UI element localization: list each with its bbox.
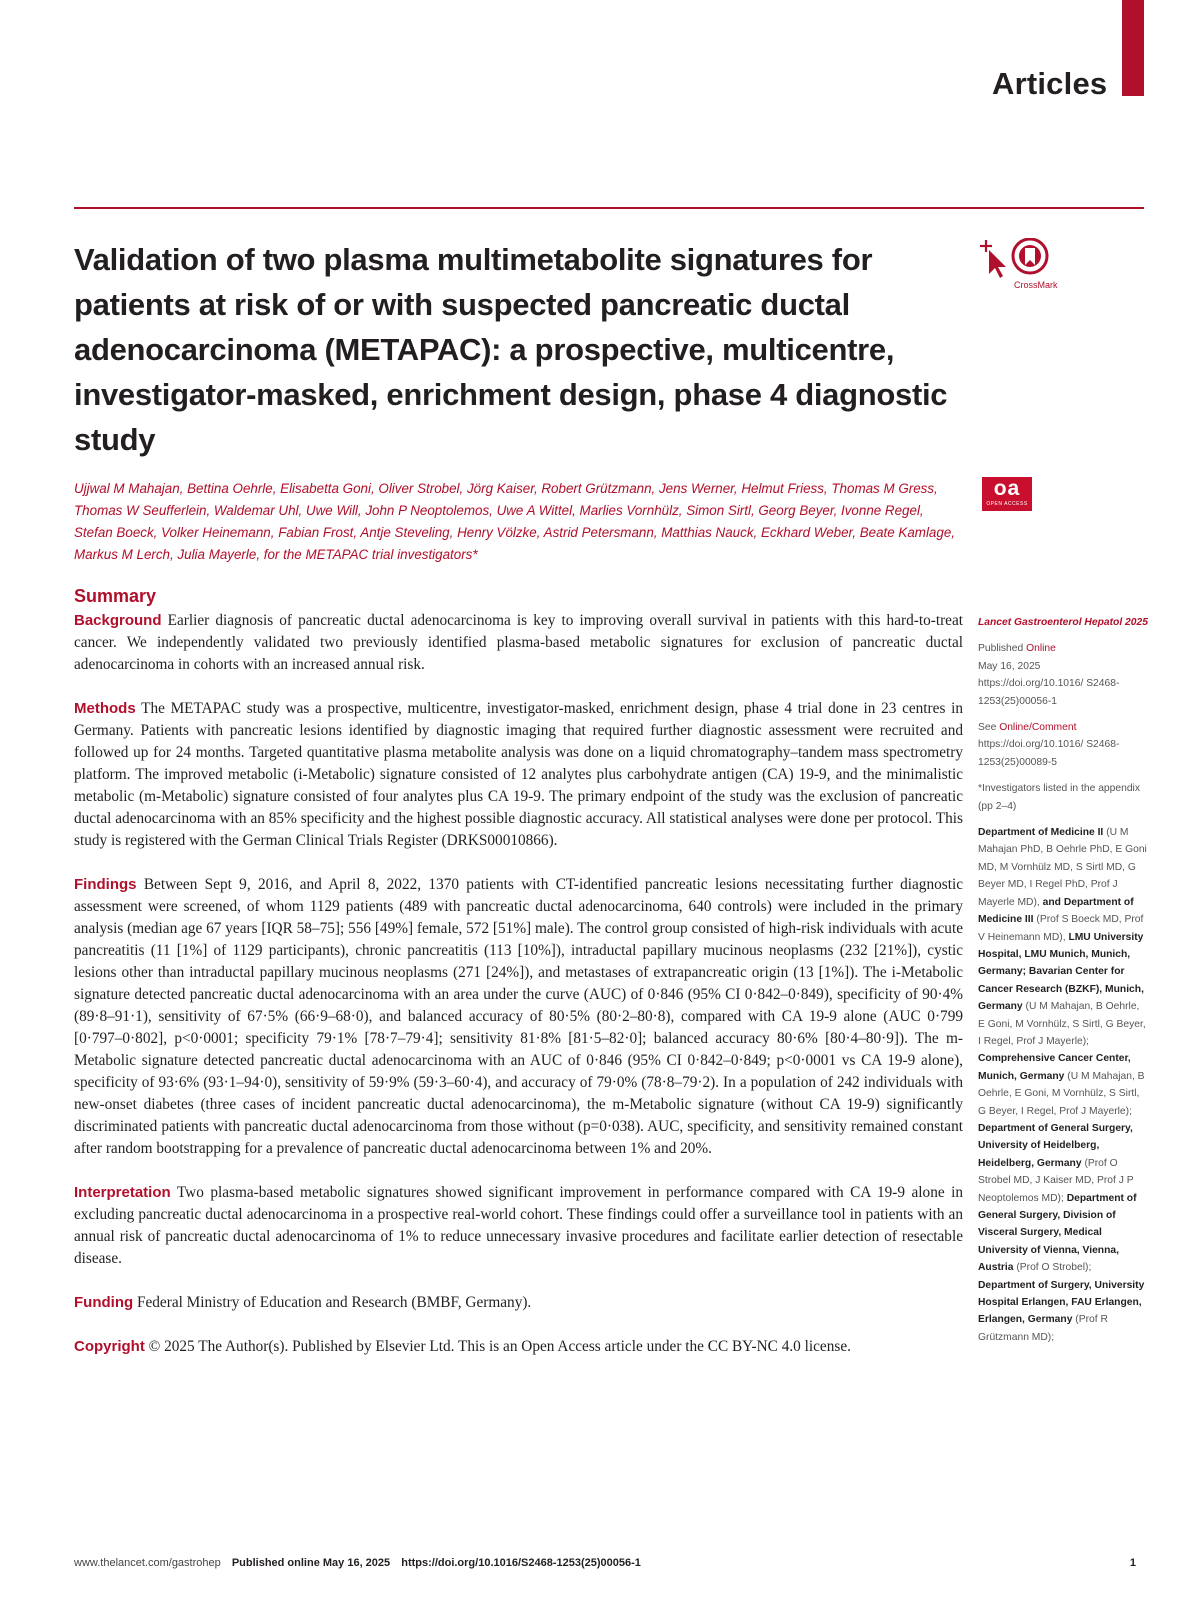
see-comment [978, 719, 1148, 771]
interpretation-label: Interpretation [74, 1184, 171, 1201]
crossmark-label: CrossMark [1014, 280, 1058, 290]
funding-paragraph [74, 1292, 963, 1314]
methods-label: Methods [74, 700, 136, 717]
affiliation-7-authors: (Prof R Grützmann MD); [978, 1314, 1108, 1343]
methods-text: The METAPAC study was a prospective, multicentre, investigator-masked, enrichment design, phase 4 trial done in 23 centres in Germany. Patients with pancreatic lesions identified by diagnostic imaging that required further diagnostic assessment were recruited and followed up for 24 months. Targeted quantitative plasma metabolite analysis was done on a liquid chromatography–tandem mass spectrometry platform. The improved metabolic (i-Metabolic) signature consisted of 12 analytes plus carbohydrate antigen (CA) 19-9, and the minimalistic metabolic (m-Metabolic) signature consisted of four analytes plus CA 19-9. The primary endpoint of the study was the exclusion of pancreatic ductal adenocarcinoma with an 85% specificity and the highest possible diagnostic accuracy. All statistical analyses were done per protocol. This study is registered with the German Clinical Trials Register (DRKS00010866). [74, 700, 963, 849]
affiliation-7-name: Department of Surgery, University Hospital Erlangen, FAU Erlangen, Erlangen, Germany [978, 1279, 1145, 1326]
online-comment-link[interactable]: Online/Comment [999, 722, 1077, 734]
footer-doi-link[interactable]: https://doi.org/10.1016/S2468-1253(25)00056-1 [401, 1557, 641, 1569]
section-color-tab [1122, 0, 1144, 96]
article-doi-link[interactable]: https://doi.org/10.1016/ S2468-1253(25)00056-1 [978, 678, 1120, 707]
background-label: Background [74, 612, 162, 629]
affiliation-6-authors: (Prof O Strobel); [1016, 1262, 1092, 1274]
funding-text: Federal Ministry of Education and Research (BMBF, Germany). [136, 1294, 532, 1311]
summary-heading: Summary [74, 586, 157, 606]
see-prefix: See [978, 722, 1000, 734]
footer-published: Published online May 16, 2025 [231, 1557, 391, 1569]
affiliation-6-name: Department of General Surgery, Division of Visceral Surgery, Medical University of Vienna, Vienna, Austria [978, 1192, 1137, 1274]
comment-doi-link[interactable]: https://doi.org/10.1016/ S2468-1253(25)00089-5 [978, 739, 1120, 768]
methods-paragraph [74, 698, 963, 852]
summary-body [74, 610, 963, 1380]
interpretation-text: Two plasma-based metabolic signatures showed significant improvement in performance compared with CA 19-9 alone in excluding pancreatic ductal adenocarcinoma in a prospective real-world cohort. These findings could offer a surveillance tool in patients with an annual risk of pancreatic ductal adenocarcinoma of 1% to reduce unnecessary invasive procedures and facilitate earlier detection of resectable disease. [74, 1184, 963, 1267]
journal-citation: Lancet Gastroenterol Hepatol 2025 [978, 617, 1148, 628]
affiliation-4-name: Comprehensive Cancer Center, Munich, Germany [978, 1053, 1131, 1082]
copyright-text: © 2025 The Author(s). Published by Elsevier Ltd. This is an Open Access article under the CC BY-NC 4.0 license. [148, 1338, 851, 1355]
findings-label: Findings [74, 876, 137, 893]
section-label: Articles [992, 66, 1108, 101]
oa-text: oa [993, 477, 1021, 500]
published-info [978, 640, 1148, 710]
affiliation-2-authors: (Prof S Boeck MD, Prof V Heinemann MD), [978, 914, 1144, 943]
background-text: Earlier diagnosis of pancreatic ductal adenocarcinoma is key to improving overall survival in patients with this hard-to-treat cancer. We independently validated two previously identified plasma-based metabolic signatures for exclusion of pancreatic ductal adenocarcinoma in cohorts with an increased annual risk. [74, 612, 963, 673]
published-date: May 16, 2025 [978, 660, 1041, 672]
page-footer [74, 1557, 1144, 1569]
findings-paragraph [74, 874, 963, 1160]
affiliation-1-and: and [1039, 896, 1061, 908]
footer-site-link[interactable]: www.thelancet.com/gastrohep [74, 1557, 221, 1569]
published-online-link[interactable]: Online [1026, 643, 1056, 655]
affiliation-1-name: Department of Medicine II [978, 827, 1104, 839]
oa-subtext: OPEN ACCESS [986, 501, 1028, 507]
affiliation-2-name: Department of Medicine III [978, 896, 1134, 926]
article-title: Validation of two plasma multimetabolite signatures for patients at risk of or with suspected pancreatic ductal adenocarcinoma (METAPAC): a prospective, multicentre, investigator-masked, enrichment design, phase 4 diagnostic study [74, 242, 948, 457]
affiliation-4-authors: (U M Mahajan, B Oehrle, E Goni, M Vornhülz, S Sirtl, G Beyer, I Regel, Prof J Mayerle); [978, 1070, 1145, 1117]
affiliation-5-name: Department of General Surgery, University of Heidelberg, Heidelberg, Germany [978, 1122, 1133, 1169]
interpretation-paragraph [74, 1182, 963, 1270]
sidebar-notes [978, 614, 1148, 1355]
background-paragraph [74, 610, 963, 676]
open-access-badge [982, 477, 1032, 511]
findings-text: Between Sept 9, 2016, and April 8, 2022, 1370 patients with CT-identified pancreatic lesions necessitating further diagnostic assessment were screened, of whom 1129 patients (489 with pancreatic ductal adenocarcinoma, 640 controls) were included in the primary analysis (median age 67 years [IQR 58–75]; 556 [49%] female, 572 [51%] male). The control group consisted of high-risk individuals with acute pancreatitis (11 [1%] of 1129 participants), chronic pancreatitis (113 [10%]), intraductal papillary mucinous neoplasms (232 [21%]), cystic lesions other than intraductal papillary mucinous neoplasms (271 [24%]), and metastases of extrapancreatic origin (13 [1%]). The i-Metabolic signature detected pancreatic ductal adenocarcinoma with an area under the curve (AUC) of 0·846 (95% CI 0·842–0·849), specificity of 90·4% (89·8–91·1), sensitivity of 67·5% (66·9–68·0), and balanced accuracy of 80·5% (80·2–80·8), compared with CA 19-9 alone (AUC 0·799 [0·797–0·802], p<0·0001; specificity 79·1% [78·7–79·4]; sensitivity 81·8% [81·5–82·0]; balanced accuracy 80·6% [80·4–80·9]). The m-Metabolic signature detected pancreatic ductal adenocarcinoma with an AUC of 0·846 (95% CI 0·842–0·849; p<0·0001 vs CA 19-9 alone), specificity of 93·6% (93·1–94·0), sensitivity of 59·9% (59·3–60·4), and accuracy of 79·0% (78·8–79·2). In a population of 242 individuals with new-onset diabetes (three cases of incident pancreatic ductal adenocarcinoma), the m-Metabolic signature (without CA 19-9) significantly discriminated patients with pancreatic ductal adenocarcinoma from those without (p=0·038). AUC, specificity, and sensitivity remained constant after random bootstrapping for a prevalence of pancreatic ductal adenocarcinoma between 1% and 20%. [74, 876, 963, 1157]
header-divider [74, 207, 1144, 209]
funding-label: Funding [74, 1294, 134, 1311]
copyright-label: Copyright [74, 1338, 145, 1355]
published-prefix: Published [978, 643, 1027, 655]
affiliations [978, 824, 1148, 1346]
affiliation-3-name: LMU University Hospital, LMU Munich, Munich, Germany; Bavarian Center for Cancer Research (BZKF), Munich, Germany [978, 931, 1144, 1013]
affiliation-5-authors: (Prof O Strobel MD, J Kaiser MD, Prof J P Neoptolemos MD); [978, 1157, 1134, 1204]
copyright-paragraph [74, 1336, 963, 1358]
page-number: 1 [1129, 1557, 1136, 1569]
author-list: Ujjwal M Mahajan, Bettina Oehrle, Elisabetta Goni, Oliver Strobel, Jörg Kaiser, Robert Grützmann, Jens Werner, Helmut Friess, Thomas M Gress, Thomas W Seufferlein, Waldemar Uhl, Uwe Will, John P Neoptolemos, Uwe A Wittel, Marlies Vornhülz, Simon Sirtl, Georg Beyer, Ivonne Regel, Stefan Boeck, Volker Heinemann, Fabian Frost, Antje Steveling, Henry Völzke, Astrid Petersmann, Matthias Nauck, Eckhard Weber, Beate Kamlage, Markus M Lerch, Julia Mayerle, for the METAPAC trial investigators* [74, 481, 955, 562]
affiliation-3-authors: (U M Mahajan, B Oehrle, E Goni, M Vornhülz, S Sirtl, G Beyer, I Regel, Prof J Mayerle); [978, 1001, 1146, 1047]
affiliation-1-authors: (U M Mahajan PhD, B Oehrle PhD, E Goni MD, M Vornhülz MD, S Sirtl MD, G Beyer MD, I Regel PhD, Prof J Mayerle MD), [978, 827, 1147, 908]
investigators-note: *Investigators listed in the appendix (pp 2–4) [978, 783, 1140, 812]
